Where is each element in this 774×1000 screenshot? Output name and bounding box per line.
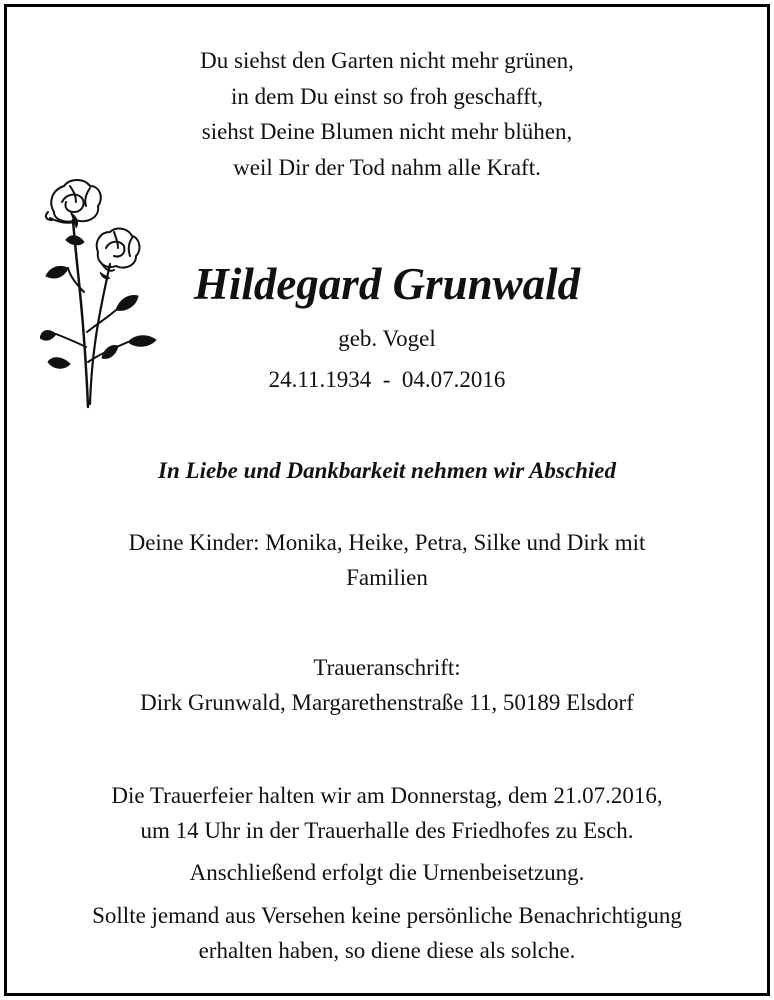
closing-note bbox=[0, 898, 774, 968]
family-line: Familien bbox=[346, 565, 428, 590]
address-value: Dirk Grunwald, Margarethenstraße 11, 50189 Elsdorf bbox=[140, 690, 634, 715]
family-section bbox=[0, 525, 774, 595]
poem bbox=[0, 43, 774, 185]
closing-line: Sollte jemand aus Versehen keine persönliche Benachrichtigung bbox=[92, 903, 682, 928]
ceremony-line: Die Trauerfeier halten wir am Donnerstag, dem 21.07.2016, bbox=[111, 783, 663, 808]
life-dates: 24.11.1934 - 04.07.2016 bbox=[268, 367, 506, 392]
ceremony-line: um 14 Uhr in der Trauerhalle des Friedhofes zu Esch. bbox=[140, 818, 634, 843]
family-line: Deine Kinder: Monika, Heike, Petra, Silke und Dirk mit bbox=[128, 530, 646, 555]
poem-line: Du siehst den Garten nicht mehr grünen, bbox=[200, 48, 574, 73]
address-label: Traueranschrift: bbox=[313, 655, 461, 680]
mourning-address-section bbox=[0, 650, 774, 720]
poem-line: in dem Du einst so froh geschafft, bbox=[231, 83, 543, 109]
deceased-name: Hildegard Grunwald bbox=[193, 259, 581, 309]
poem-line: siehst Deine Blumen nicht mehr blühen, bbox=[201, 119, 573, 144]
closing-line: erhalten haben, so diene diese als solche. bbox=[198, 938, 576, 963]
urn-line: Anschließend erfolgt die Urnenbeisetzung. bbox=[189, 860, 585, 885]
maiden-name: geb. Vogel bbox=[338, 326, 436, 351]
farewell-heading: In Liebe und Dankbarkeit nehmen wir Abschied bbox=[158, 458, 616, 483]
ceremony-section bbox=[0, 778, 774, 848]
poem-line: weil Dir der Tod nahm alle Kraft. bbox=[233, 154, 541, 180]
urn-burial-note bbox=[0, 855, 774, 890]
